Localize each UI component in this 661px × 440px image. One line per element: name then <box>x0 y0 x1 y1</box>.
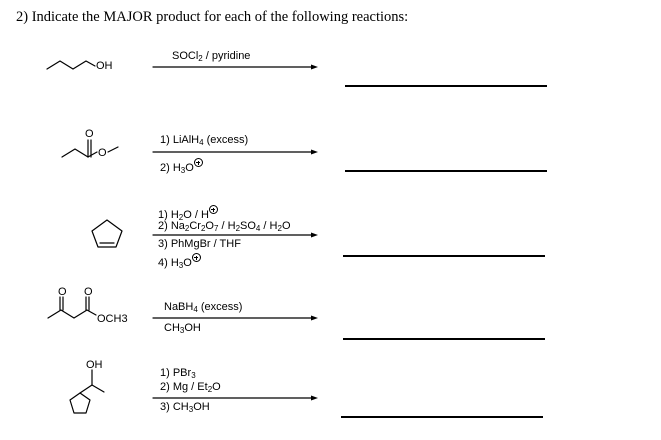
arrowhead-3 <box>311 233 318 238</box>
atom-label-ester-o: O <box>98 147 107 159</box>
butanol-skeleton <box>47 61 95 69</box>
reagent-5-2: 2) Mg / $Et_2O$ <box>160 381 221 394</box>
arrowhead-1 <box>311 65 318 70</box>
atom-label-oh-1: OH <box>96 60 113 72</box>
reagent-4-2: $CH_3OH$ <box>164 322 201 335</box>
atom-label-oh-5: OH <box>86 359 103 371</box>
arrowhead-4 <box>311 316 318 321</box>
atom-label-carbonyl-o: O <box>85 128 94 140</box>
cyclopentylethanol-skeleton <box>70 370 104 413</box>
reagent-3-1: 1) $H_2O$ / H <box>158 205 218 222</box>
answer-blank-2[interactable] <box>345 170 547 172</box>
positive-charge-icon <box>209 205 218 214</box>
reagent-4-1: NaBH$_4$ (excess) <box>164 301 243 314</box>
cyclopentene-ring <box>92 220 122 247</box>
ketoester-skeleton <box>48 297 96 318</box>
reagent-3-4: 4) $H_3O$ <box>158 253 201 270</box>
arrowhead-2 <box>311 150 318 155</box>
atom-label-keto-o: O <box>58 286 67 298</box>
answer-blank-3[interactable] <box>343 255 545 257</box>
ester-skeleton <box>62 140 118 157</box>
answer-blank-1[interactable] <box>345 85 547 87</box>
positive-charge-icon <box>194 158 203 167</box>
reagent-2-2: 2) $H_3O$ <box>160 158 203 175</box>
answer-blank-4[interactable] <box>343 338 545 340</box>
arrowhead-5 <box>311 396 318 401</box>
reagent-1-1: SOCl$_2$ / pyridine <box>172 50 251 63</box>
reagent-3-3: 3) PhMgBr / THF <box>158 238 241 250</box>
question-title: 2) Indicate the MAJOR product for each of the following reactions: <box>16 9 409 25</box>
positive-charge-icon <box>192 253 201 262</box>
reagent-2-1: 1) LiAlH$_4$ (excess) <box>160 134 249 147</box>
atom-label-och3: OCH3 <box>97 313 128 325</box>
reagent-5-3: 3) $CH_3OH$ <box>160 401 210 414</box>
reagent-5-1: 1) PBr$_3$ <box>160 367 196 380</box>
atom-label-ester-carbonyl-o: O <box>84 286 93 298</box>
reagent-3-2: 2) $Na_2Cr_2O_7 / H_2SO_4 / H_2O$ <box>158 220 291 233</box>
answer-blank-5[interactable] <box>341 416 543 418</box>
